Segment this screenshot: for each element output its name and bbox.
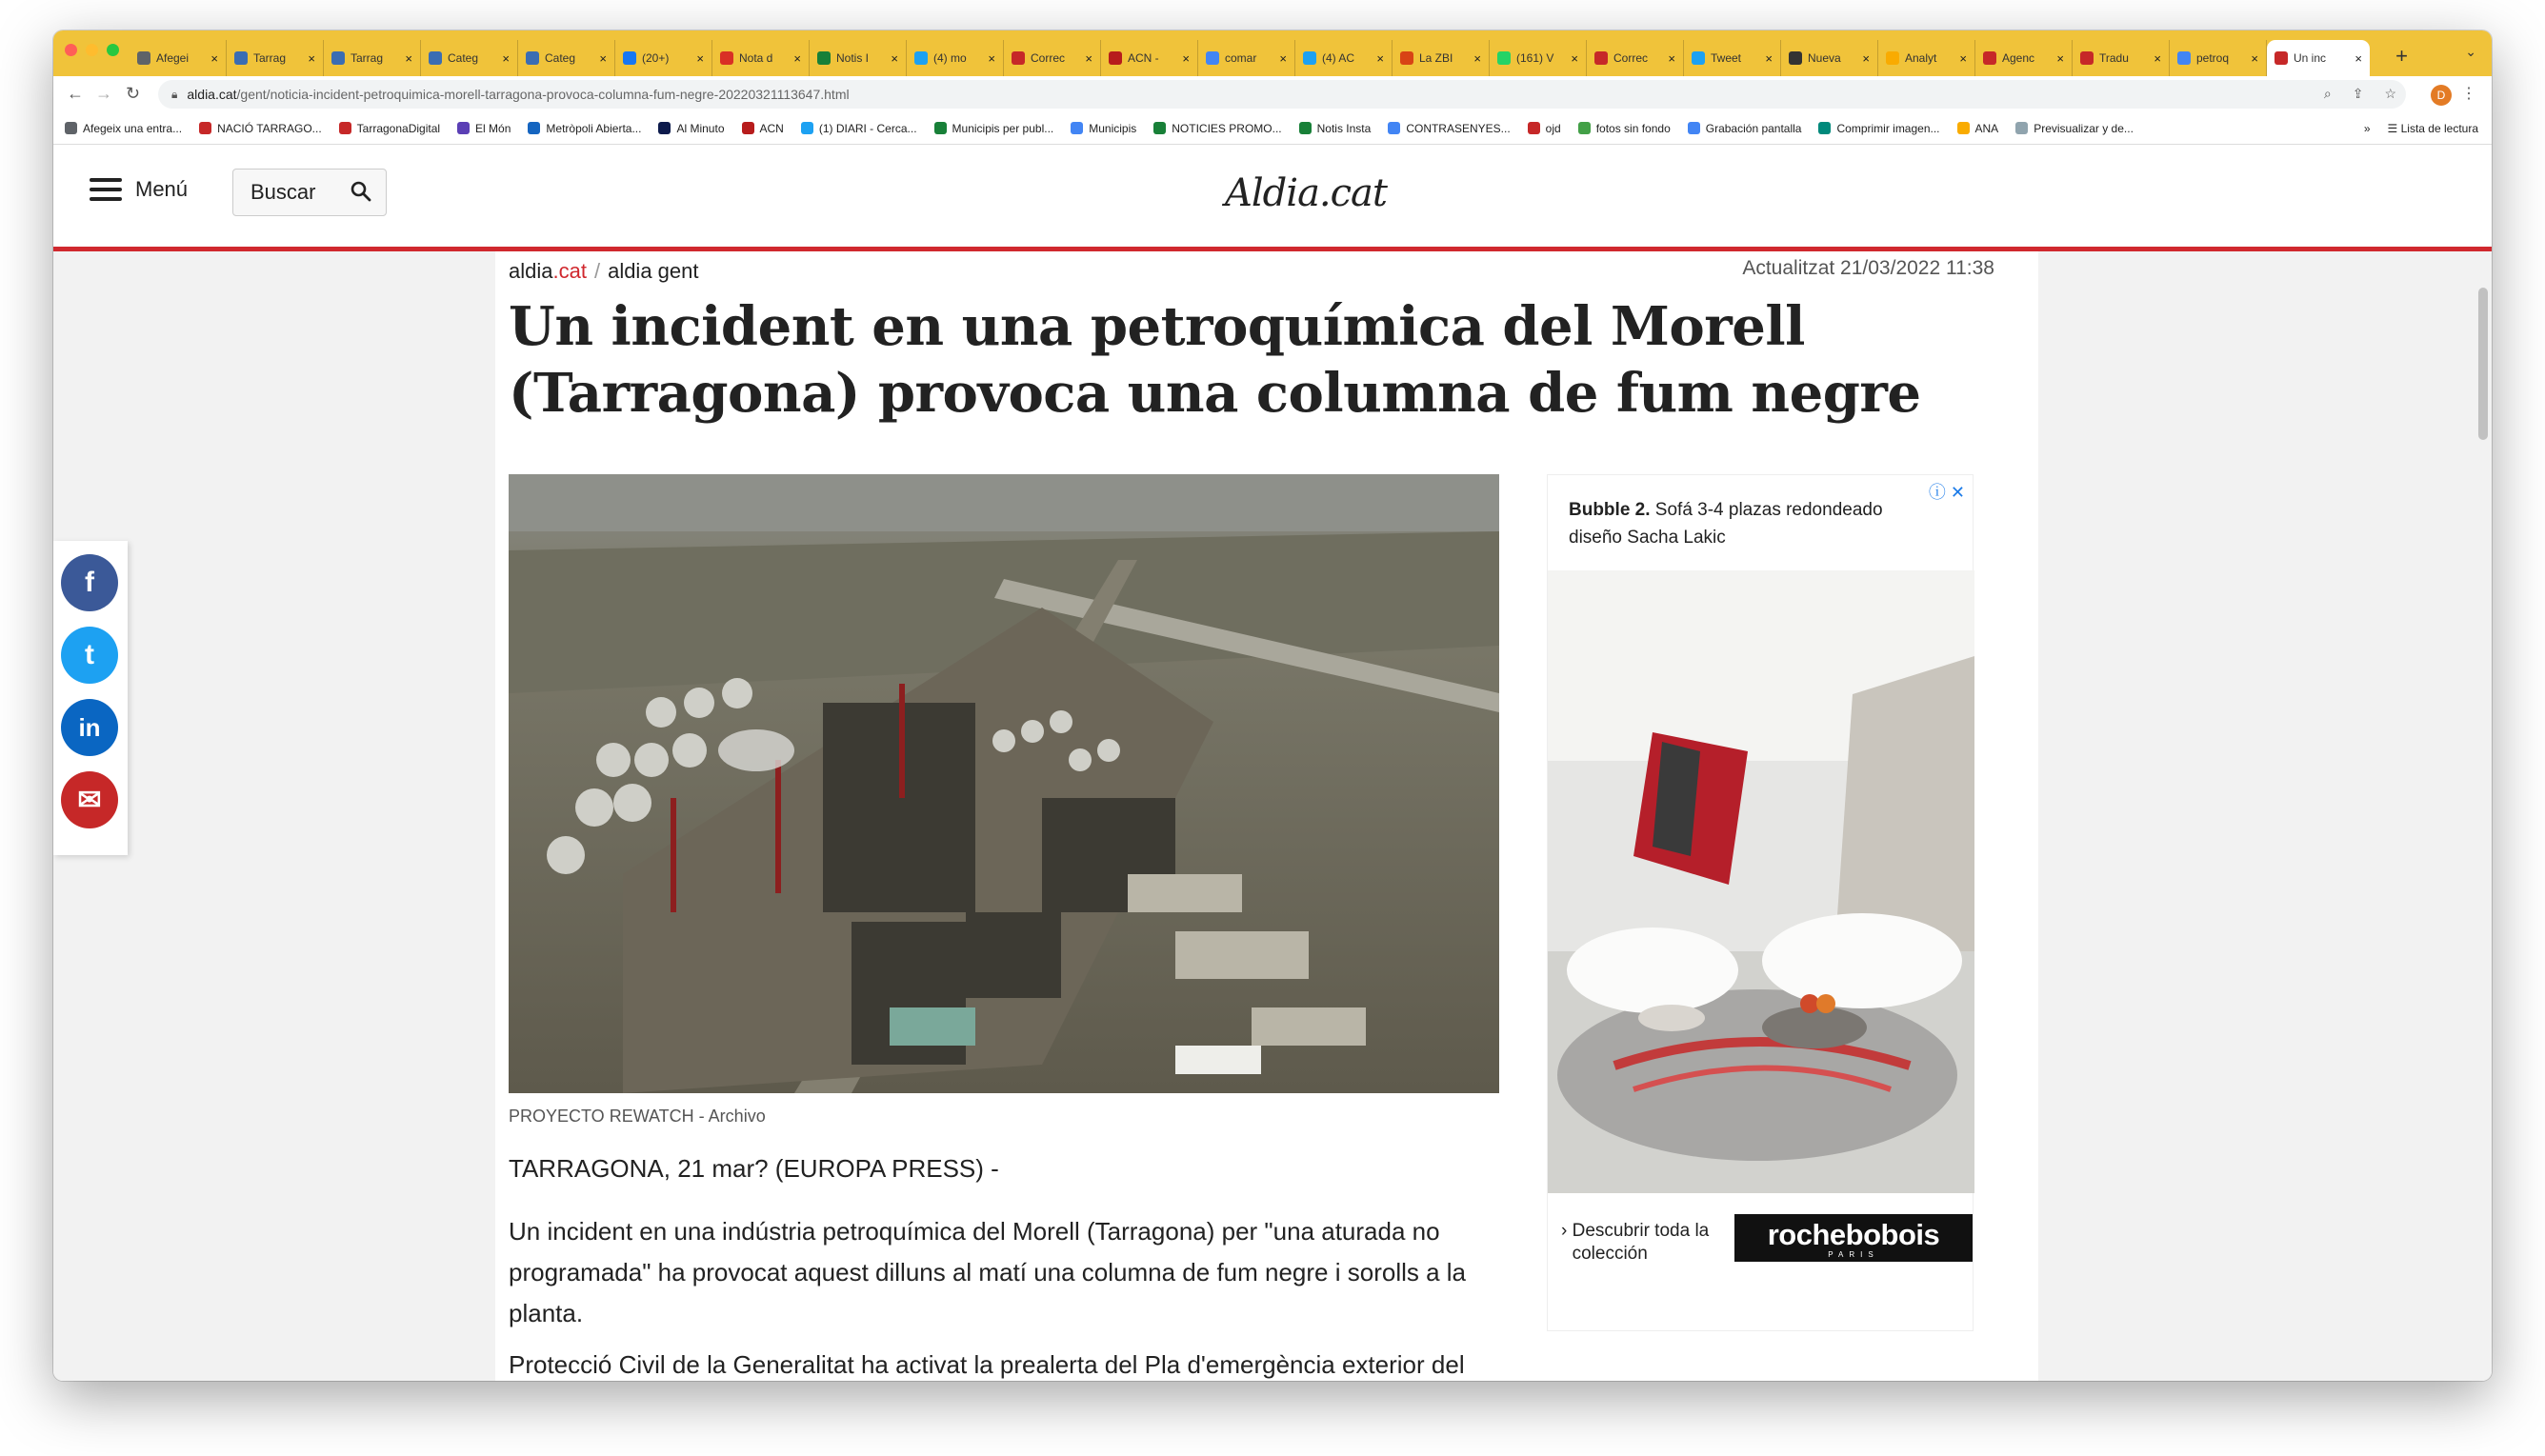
close-tab-icon[interactable]: × [1862, 50, 1870, 66]
tab-label: petroq [2196, 51, 2230, 65]
tab-1[interactable] [227, 40, 324, 76]
close-tab-icon[interactable]: × [599, 50, 607, 66]
tab-search-chevron-icon[interactable]: ⌄ [2465, 44, 2476, 59]
breadcrumb-section-link[interactable]: aldia gent [608, 259, 699, 283]
tab-3[interactable] [421, 40, 518, 76]
minimize-window-button[interactable] [86, 44, 98, 56]
menu-button[interactable] [90, 177, 188, 202]
tab-0[interactable] [130, 40, 227, 76]
bookmark-item[interactable]: CONTRASENYES... [1388, 122, 1510, 135]
web-page [53, 145, 2492, 1381]
twitter-share-button[interactable] [61, 627, 118, 684]
profile-avatar[interactable]: D [2431, 85, 2452, 106]
tab-label: Tarrag [253, 51, 287, 65]
site-icon [234, 51, 248, 65]
tab-label: Correc [1613, 51, 1649, 65]
globe-icon [137, 51, 150, 65]
tab-label: Nueva [1808, 51, 1841, 65]
bookmark-icon [801, 122, 813, 134]
breadcrumb-site-link[interactable]: aldia.cat [509, 259, 587, 283]
whatsapp-icon [1497, 51, 1511, 65]
advertisement[interactable] [1547, 474, 1974, 1331]
facebook-icon: f [85, 567, 94, 598]
ad-brand-logo[interactable]: rochebobois PARIS [1734, 1214, 1973, 1262]
bookmark-item[interactable]: Notis Insta [1299, 122, 1372, 135]
bookmark-item[interactable]: ACN [742, 122, 784, 135]
site-icon [526, 51, 539, 65]
photo-caption: PROYECTO REWATCH - Archivo [509, 1107, 766, 1126]
analytics-icon [1886, 51, 1899, 65]
bookmark-icon [1153, 122, 1166, 134]
tab-6[interactable] [712, 40, 810, 76]
close-tab-icon[interactable]: × [2251, 50, 2258, 66]
gmail-icon [720, 51, 733, 65]
close-tab-icon[interactable]: × [1765, 50, 1773, 66]
correo-icon [1012, 51, 1025, 65]
url-path: /gent/noticia-incident-petroquimica-morell-tarragona-provoca-columna-fum-negre-20220321113647.html [236, 87, 850, 102]
tab-4[interactable] [518, 40, 615, 76]
tab-label: Afegei [156, 51, 190, 65]
bookmark-icon [199, 122, 211, 134]
close-tab-icon[interactable]: × [1085, 50, 1092, 66]
tab-5[interactable] [615, 40, 712, 76]
tab-label: comar [1225, 51, 1257, 65]
bookmark-icon [1388, 122, 1400, 134]
close-tab-icon[interactable]: × [1959, 50, 1967, 66]
close-tab-icon[interactable]: × [2154, 50, 2161, 66]
forward-arrow-icon[interactable]: → [95, 84, 112, 103]
tab-strip [53, 30, 2492, 76]
bookmark-item[interactable]: fotos sin fondo [1578, 122, 1671, 135]
article-headline: Un incident en una petroquímica del Morell (Tarragona) provoca una columna de fum negre [509, 295, 1921, 425]
facebook-share-button[interactable] [61, 554, 118, 611]
site-icon [1400, 51, 1413, 65]
search-input[interactable] [232, 169, 387, 216]
tab-label: Tradu [2099, 51, 2129, 65]
tab-11[interactable] [1198, 40, 1295, 76]
close-tab-icon[interactable]: × [793, 50, 801, 66]
tab-label: Tarrag [351, 51, 384, 65]
tab-label: Agenc [2002, 51, 2035, 65]
page-scrollbar[interactable] [2478, 288, 2488, 440]
browser-toolbar [53, 76, 2492, 112]
tab-20[interactable] [2073, 40, 2170, 76]
breadcrumb: aldia.cat / aldia gent [509, 259, 699, 283]
bookmark-item[interactable]: Municipis [1071, 122, 1136, 135]
article-paragraph: Protecció Civil de la Generalitat ha activat la prealerta del Pla d'emergència exterior del [509, 1350, 1465, 1379]
close-tab-icon[interactable]: × [1668, 50, 1675, 66]
more-bookmarks-button[interactable]: » [2363, 122, 2371, 135]
close-tab-icon[interactable]: × [405, 50, 412, 66]
close-tab-icon[interactable]: × [210, 50, 218, 66]
bookmark-item[interactable]: NACIÓ TARRAGO... [199, 122, 322, 135]
zoom-icon[interactable]: ⌕ [2323, 86, 2332, 101]
tab-label: La ZBI [1419, 51, 1453, 65]
tab-label: (161) V [1516, 51, 1554, 65]
menu-label: Menú [135, 177, 189, 201]
bookmark-item[interactable]: Comprimir imagen... [1818, 122, 1939, 135]
bookmark-item[interactable]: Previsualizar y de... [2015, 122, 2134, 135]
site-logo[interactable]: Aldia.cat [1225, 171, 1387, 215]
close-tab-icon[interactable]: × [1279, 50, 1287, 66]
close-tab-icon[interactable]: × [696, 50, 704, 66]
site-icon [429, 51, 442, 65]
bookmark-item[interactable]: Grabación pantalla [1688, 122, 1802, 135]
bookmark-item[interactable]: (1) DIARI - Cerca... [801, 122, 917, 135]
article [495, 251, 2038, 1381]
tab-label: (4) mo [933, 51, 967, 65]
article-photo [509, 474, 1499, 1093]
tab-22[interactable] [2267, 40, 2370, 76]
twitter-icon: t [85, 639, 94, 670]
close-tab-icon[interactable]: × [308, 50, 315, 66]
bookmark-star-icon[interactable]: ☆ [2384, 86, 2396, 101]
bookmark-icon [528, 122, 540, 134]
tab-9[interactable] [1004, 40, 1101, 76]
twitter-icon [1303, 51, 1316, 65]
reading-list-icon: ☰ [2387, 122, 2401, 135]
share-icon[interactable]: ⇪ [2352, 86, 2364, 101]
updated-timestamp: Actualitzat 21/03/2022 11:38 [1742, 257, 1994, 279]
linkedin-icon: in [78, 712, 101, 742]
browser-menu-icon[interactable]: ⋮ [2461, 86, 2476, 102]
ad-title: Bubble 2. Sofá 3-4 plazas redondeado diseño Sacha Lakic [1569, 500, 1883, 548]
bookmark-icon [65, 122, 77, 134]
sheets-icon [817, 51, 831, 65]
address-bar[interactable] [158, 80, 2406, 109]
site-icon [331, 51, 345, 65]
google-icon [1206, 51, 1219, 65]
window-controls [65, 44, 119, 56]
bookmark-item[interactable]: Municipis per publ... [934, 122, 1054, 135]
tab-13[interactable] [1393, 40, 1490, 76]
close-tab-icon[interactable]: × [891, 50, 898, 66]
browser-window [53, 30, 2492, 1381]
tab-label: ACN - [1128, 51, 1159, 65]
article-paragraph: Un incident en una indústria petroquímica del Morell (Tarragona) per "una aturada no programada" ha provocat aquest dilluns al matí una columna de fum negre i sorolls a la planta. [509, 1217, 1467, 1327]
linkedin-share-button[interactable] [61, 699, 118, 756]
reload-icon[interactable]: ↻ [126, 84, 141, 103]
close-tab-icon[interactable]: × [988, 50, 995, 66]
tab-18[interactable] [1878, 40, 1975, 76]
bookmark-icon [742, 122, 754, 134]
tab-14[interactable] [1490, 40, 1587, 76]
bookmark-icon [457, 122, 470, 134]
bookmark-item[interactable]: TarragonaDigital [339, 122, 440, 135]
tab-label: Categ [545, 51, 576, 65]
lock-icon: 🔒︎ [171, 87, 178, 101]
omnibox-actions [2324, 86, 2396, 102]
tab-21[interactable] [2170, 40, 2267, 76]
bookmark-icon [2015, 122, 2028, 134]
tab-19[interactable] [1975, 40, 2073, 76]
bookmark-item[interactable]: El Món [457, 122, 511, 135]
tab-2[interactable] [324, 40, 421, 76]
tab-label: (20+) [642, 51, 670, 65]
twitter-icon [1692, 51, 1705, 65]
reading-list-button[interactable]: ☰ Lista de lectura [2387, 122, 2478, 135]
tab-label: Categ [448, 51, 479, 65]
tab-label: Nota d [739, 51, 773, 65]
maximize-window-button[interactable] [107, 44, 119, 56]
bookmark-icon [1957, 122, 1970, 134]
back-arrow-icon[interactable]: ← [67, 84, 84, 103]
tab-16[interactable] [1684, 40, 1781, 76]
bookmark-item[interactable]: Al Minuto [658, 122, 724, 135]
tab-label: Analyt [1905, 51, 1937, 65]
close-tab-icon[interactable]: × [1182, 50, 1190, 66]
bookmark-icon [658, 122, 671, 134]
tab-17[interactable] [1781, 40, 1878, 76]
bookmarks-right [2364, 122, 2478, 135]
tab-7[interactable] [810, 40, 907, 76]
bookmark-icon [1688, 122, 1700, 134]
url-host: aldia.cat [187, 87, 237, 102]
correo-icon [2080, 51, 2094, 65]
close-tab-icon[interactable]: × [1473, 50, 1481, 66]
email-icon: ✉ [77, 784, 102, 816]
tab-label: Tweet [1711, 51, 1742, 65]
bookmark-icon [1578, 122, 1591, 134]
twitter-icon [914, 51, 928, 65]
ad-cta-link[interactable]: › Descubrir toda la colección [1561, 1221, 1710, 1264]
bookmark-icon [1528, 122, 1540, 134]
ad-image [1548, 570, 1974, 1193]
close-tab-icon[interactable]: × [1376, 50, 1384, 66]
tab-label: Notis I [836, 51, 870, 65]
tab-label: Correc [1031, 51, 1066, 65]
tab-label: (4) AC [1322, 51, 1355, 65]
bookmark-icon [1071, 122, 1083, 134]
facebook-icon [623, 51, 636, 65]
share-bar [53, 541, 128, 855]
google-icon [2177, 51, 2191, 65]
bookmark-item[interactable]: Afegeix una entra... [65, 122, 182, 135]
acn-icon [1109, 51, 1122, 65]
tab-8[interactable] [907, 40, 1004, 76]
close-tab-icon[interactable]: × [1571, 50, 1578, 66]
site-header [53, 145, 2492, 251]
bookmark-icon [1818, 122, 1831, 134]
search-label: Buscar [250, 180, 316, 204]
article-dateline: TARRAGONA, 21 mar? (EUROPA PRESS) - [509, 1154, 999, 1183]
bookmark-icon [339, 122, 351, 134]
site-icon [1789, 51, 1802, 65]
bookmark-item[interactable]: ANA [1957, 122, 1999, 135]
ad-choices-icons[interactable]: ⓘ ✕ [1928, 483, 1965, 502]
ep-icon [1983, 51, 1996, 65]
tabs [130, 36, 2435, 76]
search-icon [350, 180, 372, 203]
tab-label: Un inc [2294, 51, 2327, 65]
close-tab-icon[interactable]: × [2355, 50, 2362, 66]
email-share-button[interactable] [61, 771, 118, 828]
bookmark-item[interactable]: ojd [1528, 122, 1561, 135]
close-tab-icon[interactable]: × [502, 50, 510, 66]
tab-15[interactable] [1587, 40, 1684, 76]
tab-10[interactable] [1101, 40, 1198, 76]
close-tab-icon[interactable]: × [2056, 50, 2064, 66]
hamburger-icon [90, 178, 122, 201]
bookmark-item[interactable]: NOTICIES PROMO... [1153, 122, 1281, 135]
new-tab-button[interactable]: + [2395, 44, 2408, 68]
bookmark-item[interactable]: Metròpoli Abierta... [528, 122, 641, 135]
bookmark-icon [1299, 122, 1312, 134]
close-window-button[interactable] [65, 44, 77, 56]
correo-icon [1594, 51, 1608, 65]
ep-icon [2274, 51, 2288, 65]
tab-12[interactable] [1295, 40, 1393, 76]
bookmarks-bar [53, 112, 2492, 145]
bookmark-icon [934, 122, 947, 134]
